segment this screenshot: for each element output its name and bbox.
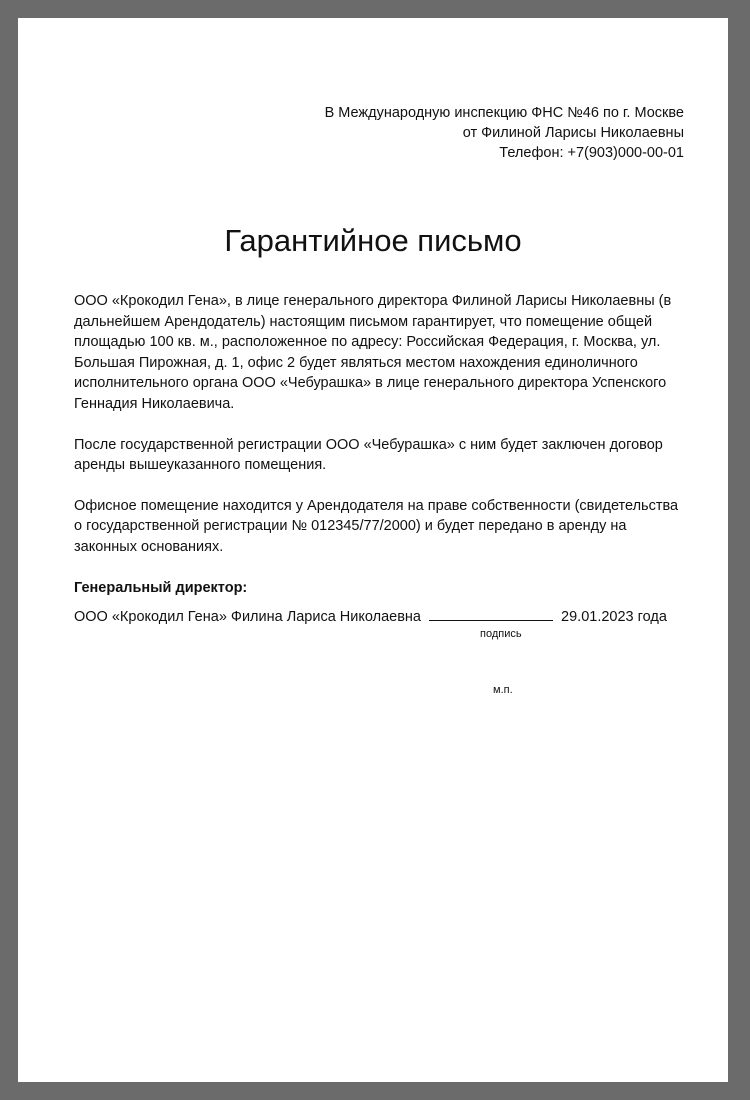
recipient-block xyxy=(325,103,684,163)
signer-name: ООО «Крокодил Гена» Филина Лариса Николаевна xyxy=(74,609,421,625)
paragraph-guarantee: ООО «Крокодил Гена», в лице генерального директора Филиной Ларисы Николаевны (в дальнейшем Арендодатель) настоящим письмом гарантирует, что помещение общей площадью 100 кв. м., расположенное по адресу: Российская Федерация, г. Москва, ул. Большая Пирожная, д. 1, офис 2 будет являться местом нахождения единоличного исполнительного органа ООО «Чебурашка» в лице генерального директора Успенского Геннадия Николаевича. xyxy=(74,293,672,412)
document-title: Гарантийное письмо xyxy=(224,223,522,258)
sender-line: от Филиной Ларисы Николаевны xyxy=(462,125,684,141)
document-page xyxy=(18,18,728,1082)
signature-row xyxy=(74,606,667,627)
signature-date: 29.01.2023 года xyxy=(561,609,667,625)
signature-line xyxy=(429,606,553,621)
letter-body xyxy=(74,291,689,618)
paragraph-lease: После государственной регистрации ООО «Чебурашка» с ним будет заключен договор аренды вышеуказанного помещения. xyxy=(74,436,663,474)
phone-line: Телефон: +7(903)000-00-01 xyxy=(499,145,684,161)
seal-caption: м.п. xyxy=(493,684,513,696)
paragraph-ownership: Офисное помещение находится у Арендодателя на праве собственности (свидетельства о государственной регистрации № 012345/77/2000) и будет передано в аренду на законных основаниях. xyxy=(74,497,679,555)
signature-caption: подпись xyxy=(480,628,522,640)
signature-heading: Генеральный директор: xyxy=(74,579,248,596)
recipient-line: В Международную инспекцию ФНС №46 по г. Москве xyxy=(324,105,684,121)
